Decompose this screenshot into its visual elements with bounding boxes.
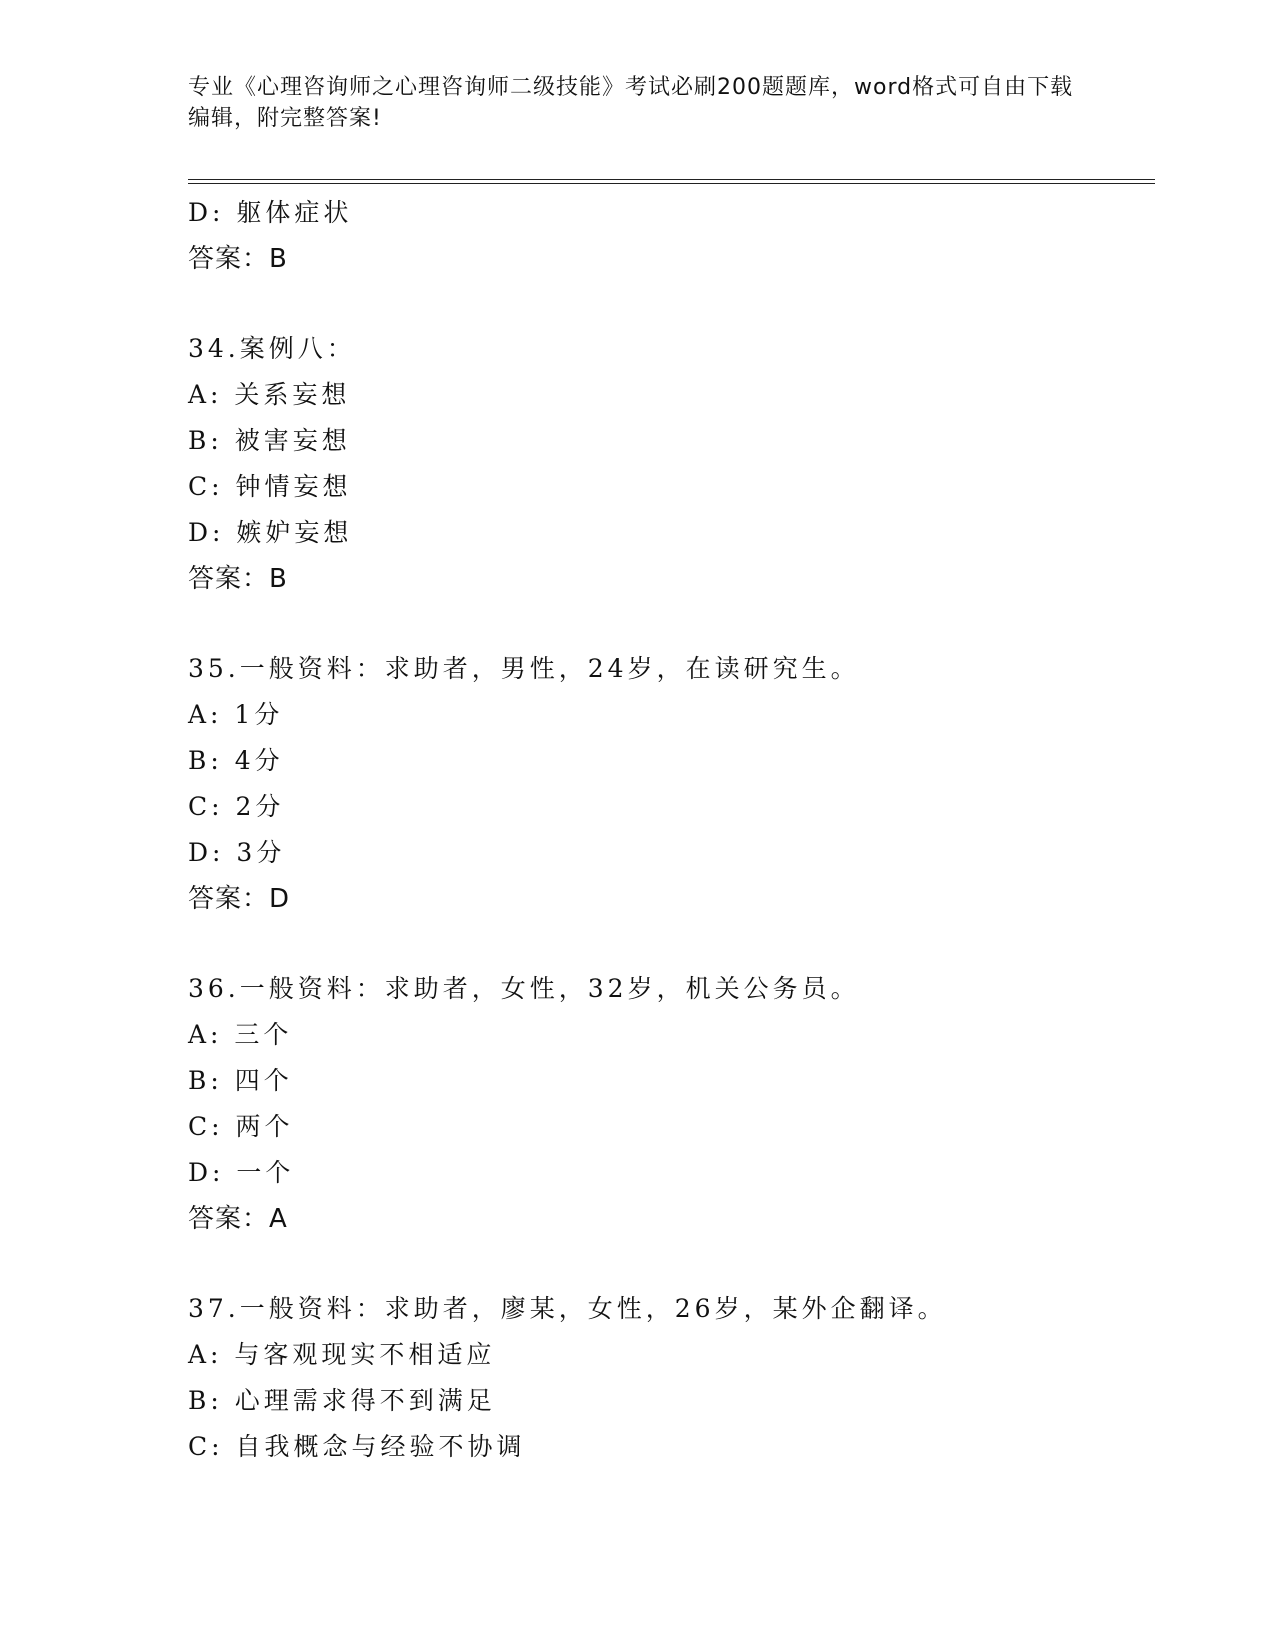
question-35: [188, 646, 1148, 922]
question-34: [188, 326, 1148, 602]
answer-line: 答案：B: [188, 244, 288, 274]
header-text: 专业《心理咨询师之心理咨询师二级技能》考试必刷200题题库，word格式可自由下载编辑，附完整答案!: [188, 75, 1074, 131]
option-b: B: 心理需求得不到满足: [188, 1386, 496, 1415]
option-c: C: 自我概念与经验不协调: [188, 1432, 526, 1461]
question-37: [188, 1286, 1148, 1470]
answer-line: 答案：B: [188, 564, 288, 594]
option-d: D: 3分: [188, 838, 286, 867]
option-c: C: 钟情妄想: [188, 472, 352, 501]
header-divider-top: [188, 179, 1155, 180]
question-list: [188, 190, 1148, 1470]
option-b: B: 被害妄想: [188, 426, 351, 455]
option-a: A: 1分: [188, 700, 284, 729]
option-a: A: 三个: [188, 1020, 293, 1049]
option-b: B: 4分: [188, 746, 284, 775]
answer-line: 答案：D: [188, 884, 291, 914]
option-d: D: 一个: [188, 1158, 295, 1187]
answer-line: 答案：A: [188, 1204, 288, 1234]
header-divider-bottom: [188, 183, 1155, 184]
document-header: [188, 72, 1088, 134]
question-stem: 36.一般资料：求助者，女性，32岁，机关公务员。: [188, 974, 860, 1003]
question-stem: 37.一般资料：求助者，廖某，女性，26岁，某外企翻译。: [188, 1294, 947, 1323]
option-c: C: 两个: [188, 1112, 294, 1141]
option-b: B: 四个: [188, 1066, 293, 1095]
option-d: D: 嫉妒妄想: [188, 518, 353, 547]
question-stem: 35.一般资料：求助者，男性，24岁，在读研究生。: [188, 654, 860, 683]
option-a: A: 关系妄想: [188, 380, 351, 409]
option-a: A: 与客观现实不相适应: [188, 1340, 496, 1369]
option-d: D: 躯体症状: [188, 198, 353, 227]
question-36: [188, 966, 1148, 1242]
option-c: C: 2分: [188, 792, 285, 821]
question-stem: 34.案例八：: [188, 334, 356, 363]
